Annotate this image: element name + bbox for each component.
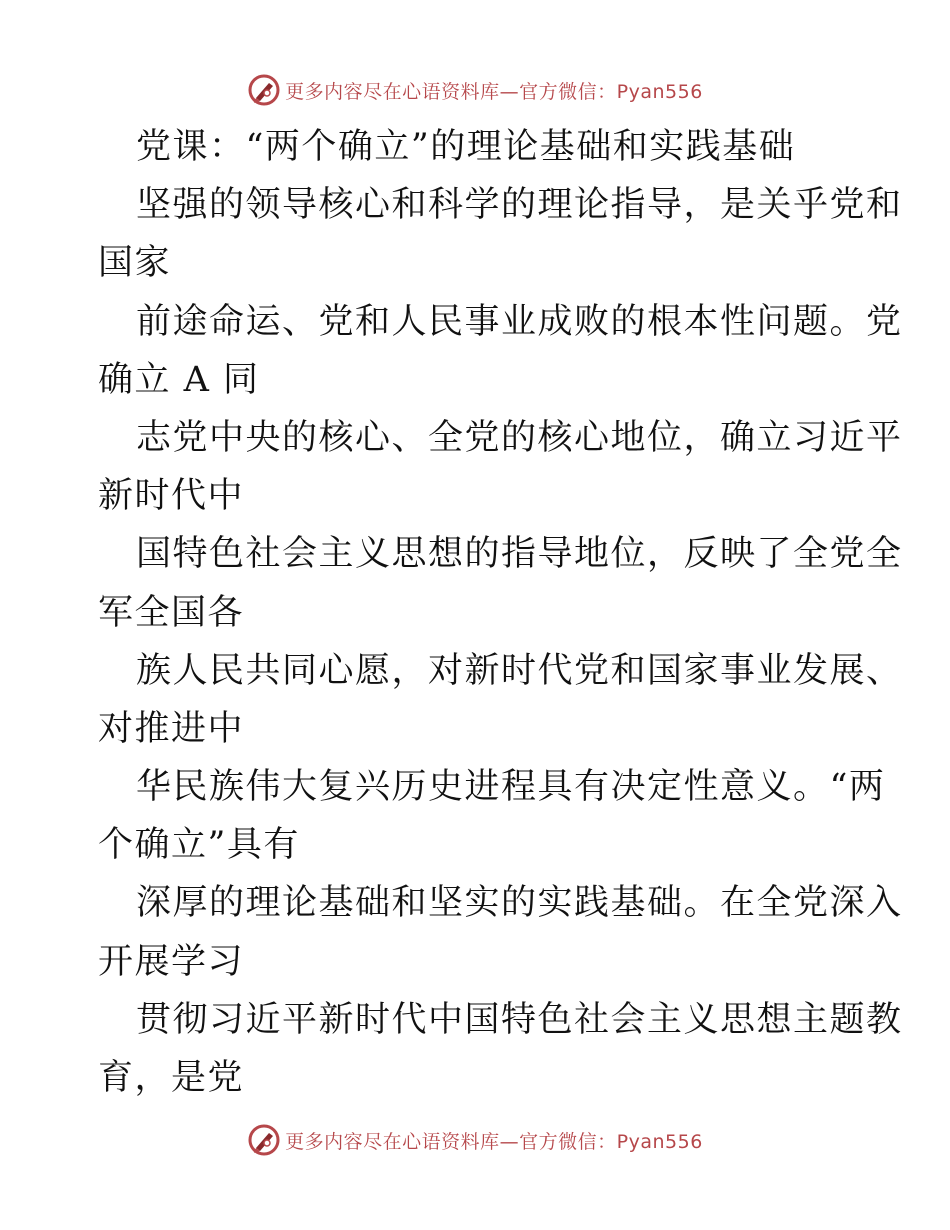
text-line: 华民族伟大复兴历史进程具有决定性意义。“两 <box>136 767 886 808</box>
header-banner-text: 更多内容尽在心语资料库—官方微信：Pyan556 <box>285 80 703 103</box>
text-line: 志党中央的核心、全党的核心地位，确立习近平 <box>136 417 903 458</box>
text-line: 对推进中 <box>98 708 245 749</box>
text-line: 贯彻习近平新时代中国特色社会主义思想主题教 <box>136 999 903 1040</box>
footer-banner-text: 更多内容尽在心语资料库—官方微信：Pyan556 <box>285 1130 703 1153</box>
text-line: 确立 A 同 <box>98 359 260 400</box>
footer-watermark-banner <box>0 1120 950 1160</box>
text-line: 军全国各 <box>98 592 245 633</box>
text-line: 前途命运、党和人民事业成败的根本性问题。党 <box>136 301 903 342</box>
text-line: 族人民共同心愿，对新时代党和国家事业发展、 <box>136 650 903 691</box>
header-watermark-banner <box>0 70 950 110</box>
text-line: 开展学习 <box>98 941 245 982</box>
text-line: 个确立”具有 <box>98 825 300 866</box>
pen-logo-icon <box>247 73 281 107</box>
pen-logo-icon <box>247 1123 281 1157</box>
document-body <box>98 118 903 1107</box>
text-line: 国家 <box>98 243 172 284</box>
text-line: 新时代中 <box>98 476 245 517</box>
text-line: 坚强的领导核心和科学的理论指导，是关乎党和 <box>136 185 903 226</box>
text-line: 国特色社会主义思想的指导地位，反映了全党全 <box>136 534 903 575</box>
document-title: 党课：“两个确立”的理论基础和实践基础 <box>136 127 796 167</box>
text-line: 深厚的理论基础和坚实的实践基础。在全党深入 <box>136 883 903 924</box>
text-line: 育，是党 <box>98 1058 245 1098</box>
